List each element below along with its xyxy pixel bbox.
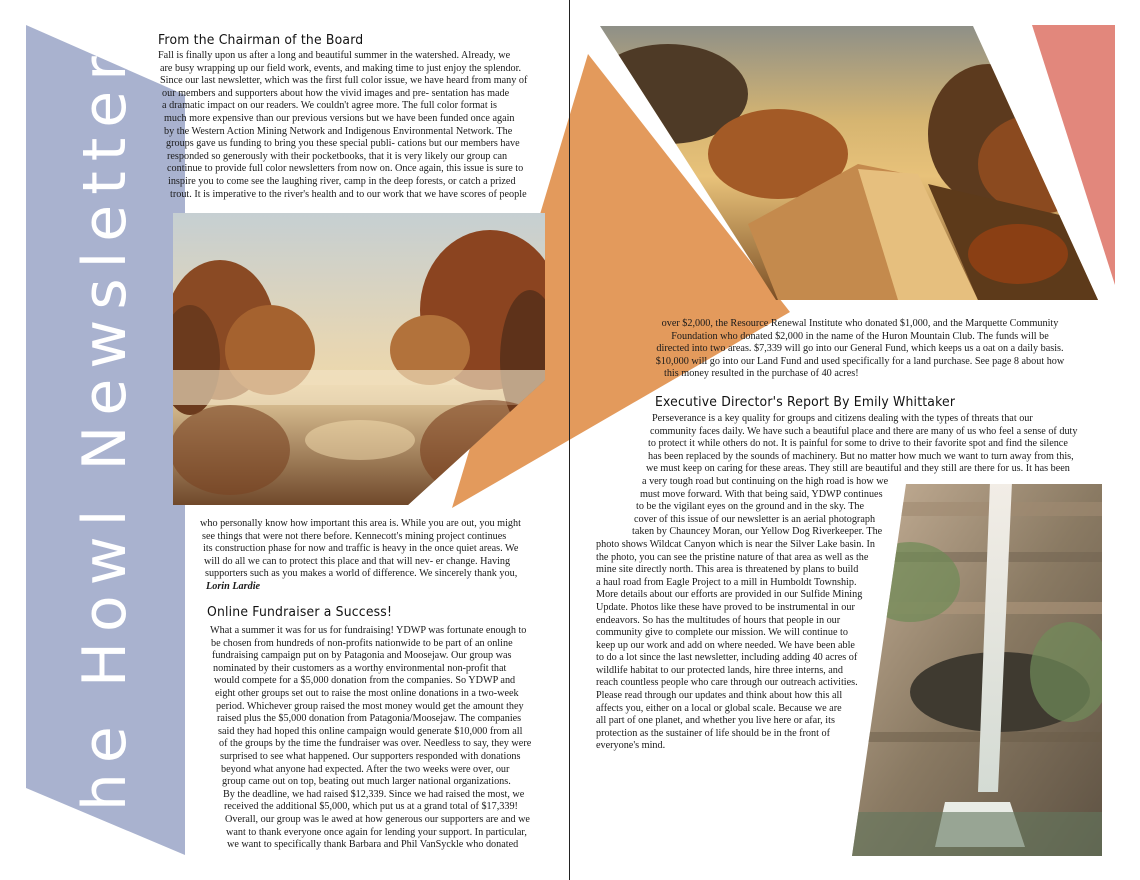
chairman-body-bottom bbox=[200, 518, 521, 594]
text-line: to do a lot since the last newsletter, including adding 40 acres of bbox=[596, 652, 858, 664]
text-line: trout. It is imperative to the river's health and to our work that we have scores of people bbox=[170, 188, 527, 200]
fundraiser-continued bbox=[630, 318, 1090, 381]
text-line: keep up our work and add on where needed. We have been able bbox=[596, 639, 855, 651]
text-line: protection as the sustainer of life should be in the front of bbox=[596, 727, 830, 739]
text-line: period. Whichever group raised the most money would get the amount they bbox=[216, 700, 524, 712]
text-line: community faces daily. We have such a beautiful place and there are many of us who feel a sense of duty bbox=[650, 425, 1078, 437]
page-divider bbox=[569, 0, 570, 880]
text-line: has been replaced by the sounds of machinery. But no matter how much we want to turn away from this, bbox=[648, 450, 1074, 462]
text-line: inspire you to come see the laughing river, camp in the deep forests, or catch a prized bbox=[168, 175, 516, 187]
text-line: be chosen from hundreds of non-profits nationwide to be part of an online bbox=[211, 637, 513, 649]
text-line: photo shows Wildcat Canyon which is near the Silver Lake basin. In bbox=[596, 538, 875, 550]
signature: Lorin Lardie bbox=[206, 580, 261, 592]
text-line: received the additional $5,000, which put us at a grand total of $17,339! bbox=[224, 801, 518, 813]
text-line: nominated by their customers as a worthy environmental non-profit that bbox=[213, 662, 507, 674]
text-line: mine site directly north. This area is threatened by plans to build bbox=[596, 564, 859, 576]
text-line: cover of this issue of our newsletter is an aerial photograph bbox=[634, 513, 876, 525]
text-line: we must keep on caring for these areas. They still are beautiful and they still are there for us. It has been bbox=[646, 463, 1070, 475]
sunset-river-photo bbox=[598, 24, 1100, 302]
text-line: beyond what anyone had expected. After the two weeks were over, our bbox=[221, 763, 510, 775]
text-line: much more expensive than our previous versions but we have been funded once again bbox=[164, 112, 515, 124]
text-line: fundraising campaign put on by Patagonia and Moosejaw. Our group was bbox=[212, 650, 512, 662]
text-line: this money resulted in the purchase of 40 acres! bbox=[664, 368, 859, 380]
text-line: eight other groups set out to raise the most online donations in a two-week bbox=[215, 687, 519, 699]
text-line: responded so generously with their pocketbooks, that it is very likely our group can bbox=[167, 150, 508, 162]
text-line: affects you, either on a local or global scale. Because we are bbox=[596, 702, 842, 714]
fundraiser-heading: Online Fundraiser a Success! bbox=[207, 604, 393, 620]
newsletter-title: The Howl Newsletter bbox=[70, 46, 140, 858]
text-line: More details about our efforts are provided in our Sulfide Mining bbox=[596, 589, 863, 601]
text-line: a very tough road but continuing on the high road is how we bbox=[642, 475, 889, 487]
text-line: Foundation who donated $2,000 in the name of the Huron Mountain Club. The funds will be bbox=[671, 330, 1049, 342]
text-line: surprised to see what happened. Our supporters responded with donations bbox=[220, 750, 521, 762]
text-line: Since our last newsletter, which was the first full color issue, we have heard from many of bbox=[160, 75, 528, 87]
text-line: Fall is finally upon us after a long and beautiful summer in the watershed. Already, we bbox=[158, 50, 511, 61]
text-line: a haul road from Eagle Project to a mill in Humboldt Township. bbox=[596, 576, 857, 588]
text-line: must move forward. With that being said, YDWP continues bbox=[640, 488, 883, 500]
text-line: all part of one planet, and whether you live here or afar, its bbox=[596, 715, 835, 727]
director-body bbox=[596, 413, 1077, 753]
text-line: community give to complete our mission. We will continue to bbox=[596, 627, 848, 639]
fundraiser-body bbox=[210, 625, 531, 852]
text-line: over $2,000, the Resource Renewal Institute who donated $1,000, and the Marquette Community bbox=[661, 318, 1059, 329]
text-line: supporters such as you makes a world of difference. We sincerely thank you, bbox=[205, 568, 518, 580]
text-line: $10,000 will go into our Land Fund and used specifically for a land purchase. See page 8 about how bbox=[655, 355, 1065, 367]
text-line: a dramatic impact on our readers. We couldn't agree more. The full color format is bbox=[162, 100, 498, 112]
text-line: endeavors. So has the multitudes of hours that people in our bbox=[596, 614, 841, 626]
text-line: see things that were not there before. Kennecott's mining project continues bbox=[202, 530, 507, 542]
text-line: will do all we can to protect this place and that will nev- er change. Having bbox=[204, 555, 511, 567]
text-line: reach countless people who care through our outreach activities. bbox=[596, 677, 858, 689]
text-line: wildlife habitat to our protected lands, hire three interns, and bbox=[596, 664, 843, 676]
text-line: Update. Photos like these have proved to be instrumental in our bbox=[596, 601, 855, 613]
chairman-body-top bbox=[158, 50, 527, 201]
text-line: Overall, our group was le awed at how generous our supporters are and we bbox=[225, 813, 530, 825]
text-line: would compete for a $5,000 donation from the companies. So YDWP and bbox=[214, 675, 516, 687]
text-line: groups gave us funding to bring you these special publi- cations but our members have bbox=[166, 138, 520, 150]
text-line: of the groups by the time the fundraiser was over. Needless to say, they were bbox=[219, 738, 532, 750]
text-line: who personally know how important this area is. While you are out, you might bbox=[200, 518, 521, 529]
director-heading: Executive Director's Report By Emily Whittaker bbox=[655, 394, 956, 410]
text-line: Please read through our updates and think about how this all bbox=[596, 690, 843, 702]
misty-river-photo bbox=[170, 210, 550, 510]
text-line: raised plus the $5,000 donation from Patagonia/Moosejaw. The companies bbox=[217, 713, 522, 725]
text-line: to protect it while others do not. It is painful for some to drive to their favorite spot and find the silence bbox=[648, 438, 1068, 450]
text-line: taken by Chauncey Moran, our Yellow Dog Riverkeeper. The bbox=[632, 526, 883, 538]
text-line: Perseverance is a key quality for groups and citizens dealing with the types of threats that our bbox=[652, 413, 1033, 424]
text-line: to be the vigilant eyes on the ground and in the sky. The bbox=[636, 501, 865, 513]
text-line: What a summer it was for us for fundraising! YDWP was fortunate enough to bbox=[210, 625, 527, 636]
text-line: by the Western Action Mining Network and Indigenous Environmental Network. The bbox=[164, 125, 513, 137]
text-line: group came out on top, beating out much larger national organizations. bbox=[222, 776, 511, 788]
text-line: directed into two areas. $7,339 will go into our General Fund, which keeps us a oat on a daily basis. bbox=[656, 343, 1064, 355]
text-line: the photo, you can see the pristine nature of that area as well as the bbox=[596, 551, 869, 563]
text-line: we want to specifically thank Barbara and Phil VanSyckle who donated bbox=[227, 839, 519, 851]
text-line: continue to provide full color newsletters from now on. Once again, this issue is sure to bbox=[167, 163, 524, 175]
text-line: By the deadline, we had raised $12,339. Since we had raised the most, we bbox=[223, 788, 525, 800]
chairman-heading: From the Chairman of the Board bbox=[158, 32, 364, 48]
text-line: are busy wrapping up our field work, events, and making time to just enjoy the splendor. bbox=[160, 62, 522, 74]
text-line: said they had hoped this online campaign would generate $10,000 from all bbox=[218, 725, 523, 737]
text-line: its construction phase for now and traffic is heavy in the once quiet areas. We bbox=[203, 543, 519, 555]
text-line: everyone's mind. bbox=[596, 740, 666, 752]
text-line: want to thank everyone once again for lending your support. In particular, bbox=[226, 826, 527, 838]
text-line: our members and supporters about how the vivid images and pre- sentation has made bbox=[162, 87, 510, 99]
